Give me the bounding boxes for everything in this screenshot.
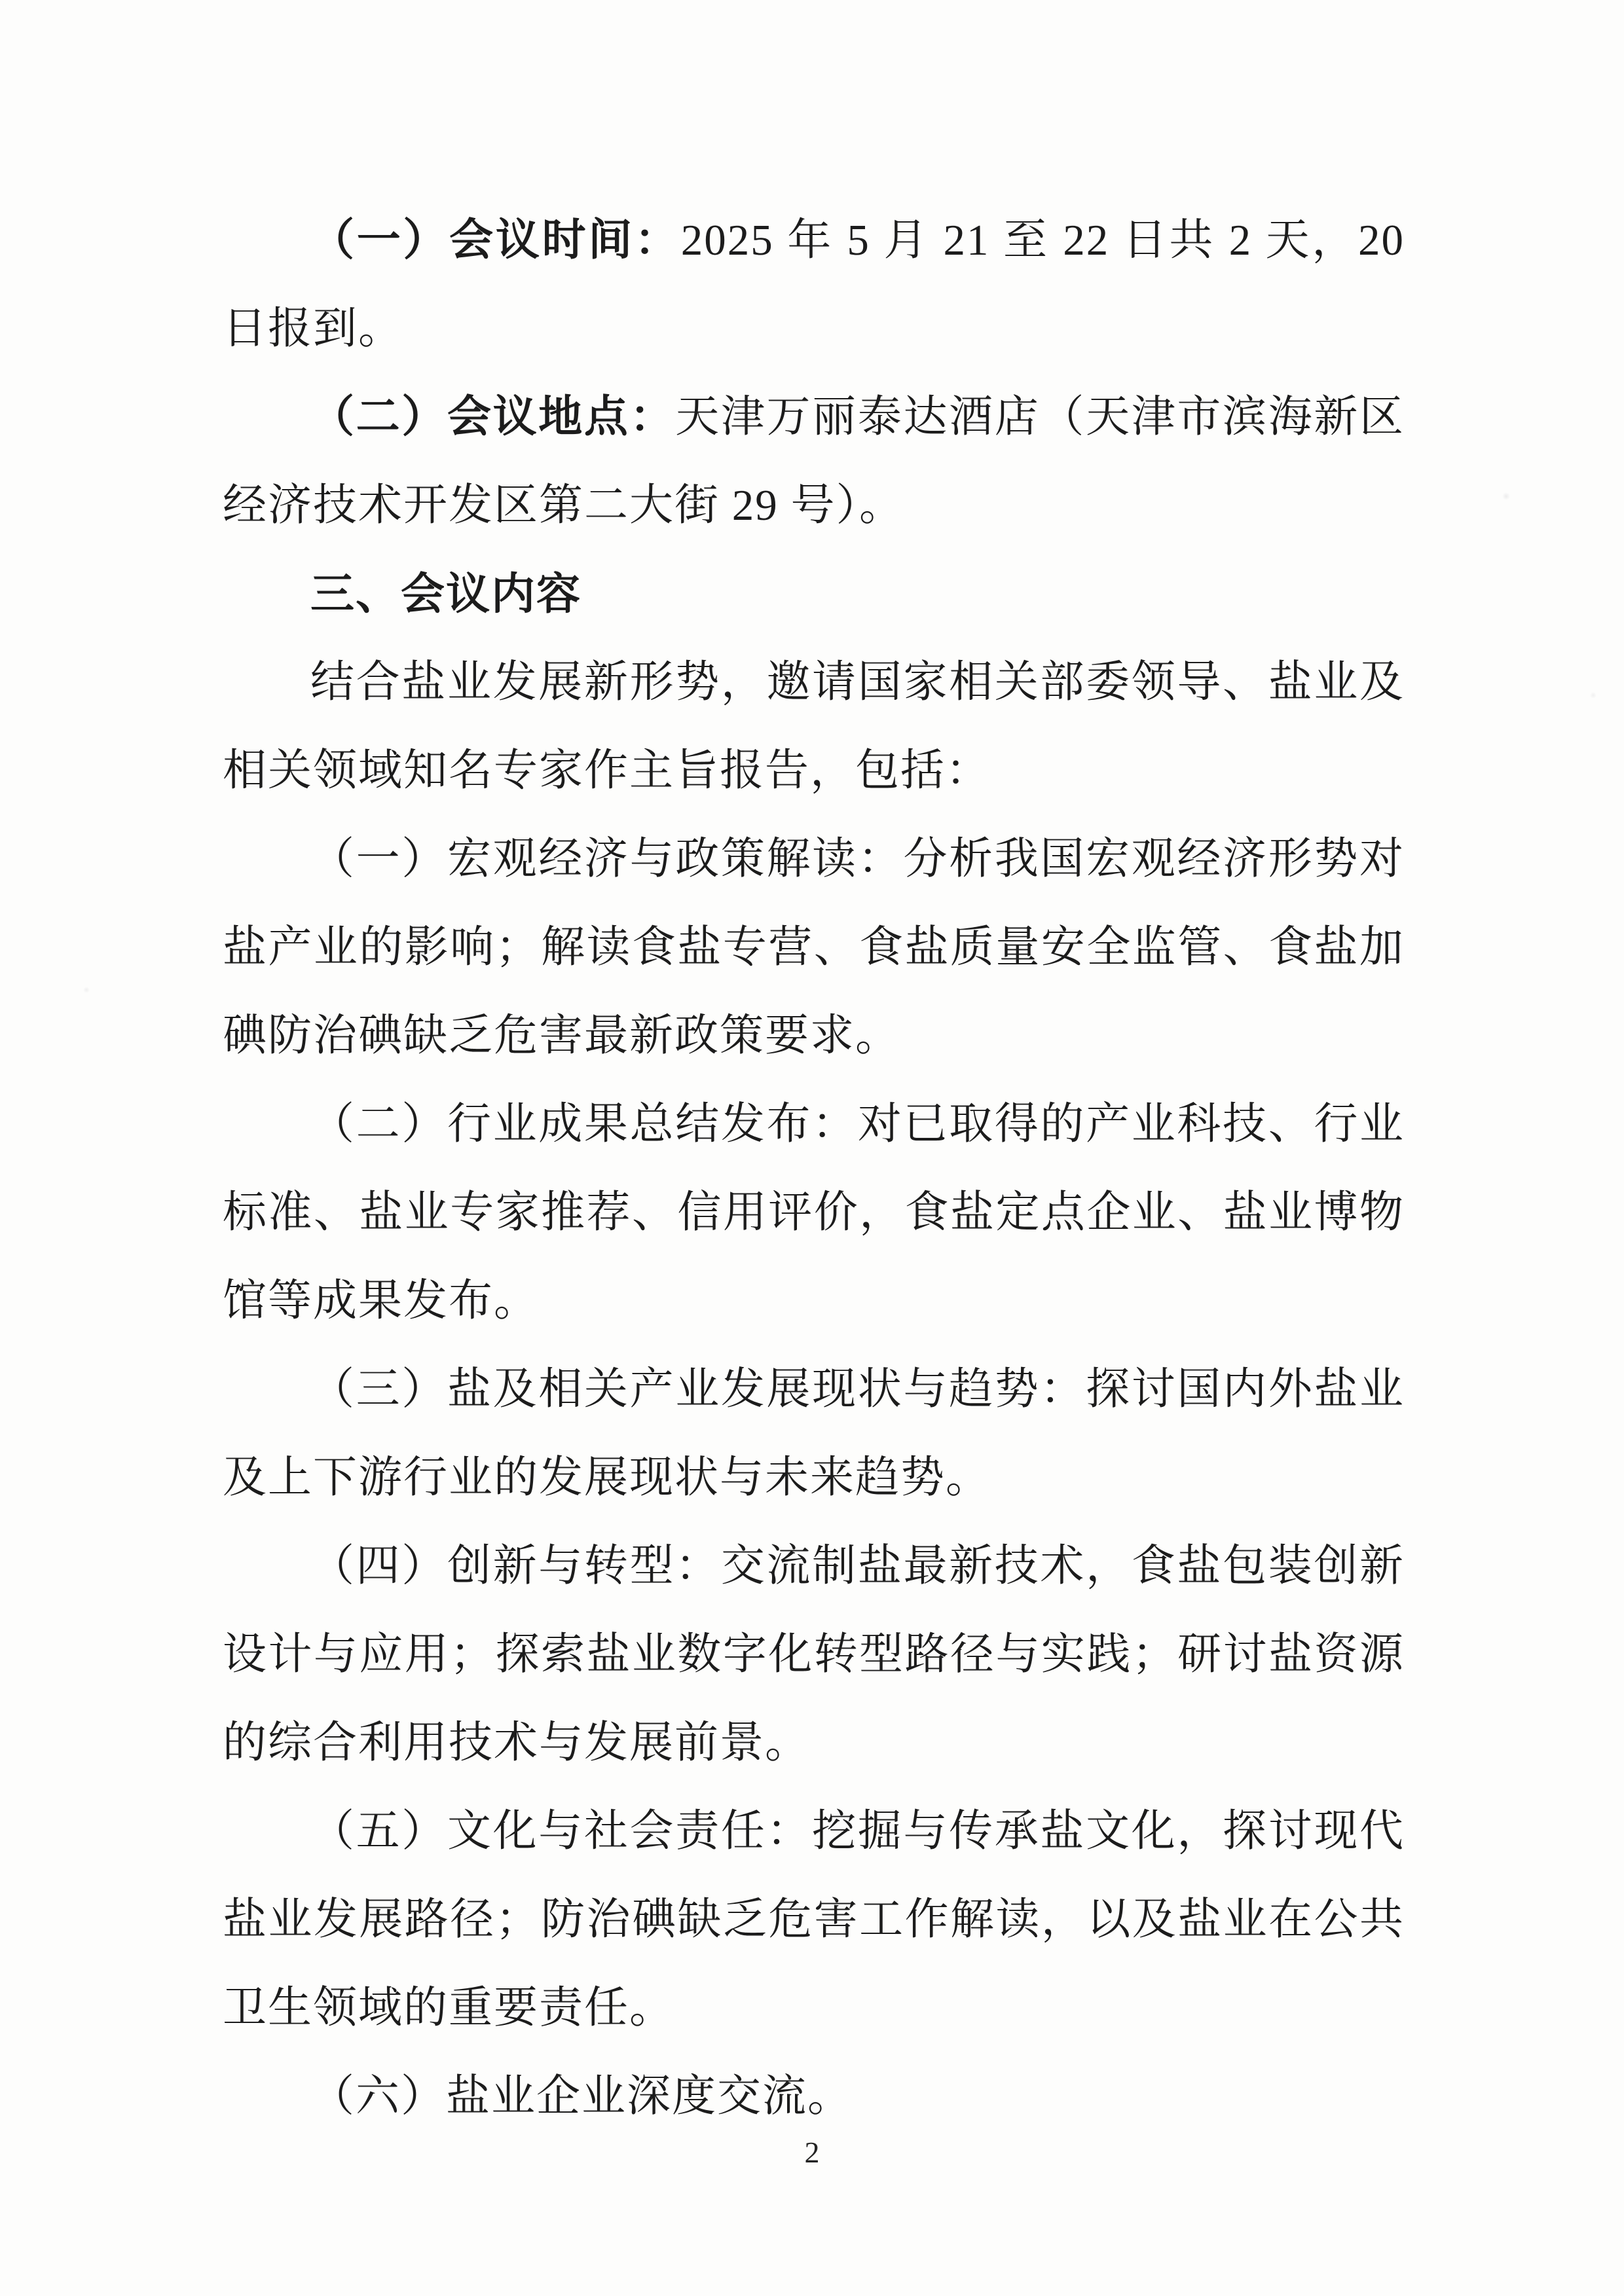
- paragraph-meeting-venue: [223, 373, 1405, 550]
- section-heading-meeting-content: 三、会议内容: [310, 570, 581, 619]
- paragraph-content-item-2: （二）行业成果总结发布：对已取得的产业科技、行业标准、盐业专家推荐、信用评价，食盐定点企业、盐业博物馆等成果发布。: [223, 1100, 1405, 1325]
- page-number: 2: [804, 2136, 820, 2169]
- page-footer: [0, 2133, 1624, 2172]
- paragraph-content-item-6: （六）盐业企业深度交流。: [310, 2072, 853, 2121]
- meeting-time-text: 2025 年 5 月 21 至 22 日共 2 天，20 日报到。: [223, 216, 1405, 353]
- paragraph-content-item-3: （三）盐及相关产业发展现状与趋势：探讨国内外盐业及上下游行业的发展现状与未来趋势。: [223, 1365, 1405, 1502]
- document-body: [223, 196, 1405, 2141]
- paragraph-meeting-time: [223, 196, 1405, 373]
- meeting-venue-text: 天津万丽泰达酒店（天津市滨海新区经济技术开发区第二大街 29 号）。: [223, 393, 1405, 530]
- paragraph-content-item-1: （一）宏观经济与政策解读：分析我国宏观经济形势对盐产业的影响；解读食盐专营、食盐质量安全监管、食盐加碘防治碘缺乏危害最新政策要求。: [223, 835, 1405, 1060]
- meeting-time-label: （一）会议时间：: [310, 216, 681, 264]
- meeting-venue-label: （二）会议地点：: [310, 393, 676, 441]
- paragraph-content-item-5: （五）文化与社会责任：挖掘与传承盐文化，探讨现代盐业发展路径；防治碘缺乏危害工作解读，以及盐业在公共卫生领域的重要责任。: [223, 1807, 1405, 2032]
- paragraph-content-intro: 结合盐业发展新形势，邀请国家相关部委领导、盐业及相关领域知名专家作主旨报告，包括：: [223, 658, 1405, 795]
- paragraph-content-item-4: （四）创新与转型：交流制盐最新技术，食盐包装创新设计与应用；探索盐业数字化转型路径与实践；研讨盐资源的综合利用技术与发展前景。: [223, 1542, 1405, 1767]
